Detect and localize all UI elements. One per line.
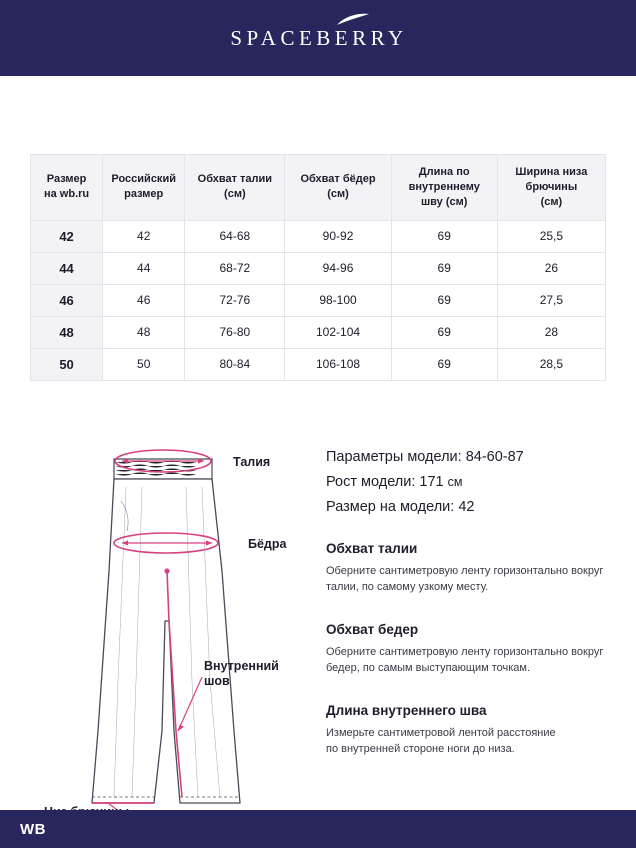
brand-logo bbox=[228, 26, 407, 51]
table-cell: 69 bbox=[391, 252, 497, 284]
table-cell: 25,5 bbox=[497, 220, 605, 252]
table-cell: 64-68 bbox=[185, 220, 285, 252]
table-row bbox=[31, 284, 606, 316]
table-cell: 42 bbox=[103, 220, 185, 252]
table-cell: 106-108 bbox=[285, 348, 391, 380]
table-cell: 46 bbox=[103, 284, 185, 316]
guide-text: Оберните сантиметровую ленту горизонтально вокруг талии, по самому узкому месту. bbox=[326, 564, 604, 594]
model-params: Параметры модели: 84-60-87 bbox=[326, 448, 524, 465]
size-table bbox=[30, 154, 606, 381]
table-cell: 69 bbox=[391, 348, 497, 380]
model-height bbox=[326, 474, 610, 490]
table-cell: 69 bbox=[391, 284, 497, 316]
guide-title: Обхват бедер bbox=[326, 621, 419, 637]
label-inseam: Внутренний шов bbox=[204, 658, 279, 688]
table-cell: 94-96 bbox=[285, 252, 391, 284]
table-cell: 76-80 bbox=[185, 316, 285, 348]
model-height-unit: см bbox=[447, 474, 463, 489]
table-cell: 98-100 bbox=[285, 284, 391, 316]
guide-block-hips bbox=[326, 622, 610, 677]
table-cell: 90-92 bbox=[285, 220, 391, 252]
table-cell-size-wb: 48 bbox=[31, 316, 103, 348]
table-row bbox=[31, 220, 606, 252]
page-footer bbox=[0, 810, 636, 848]
table-row bbox=[31, 252, 606, 284]
swoosh-icon bbox=[336, 13, 370, 27]
table-row bbox=[31, 348, 606, 380]
table-cell: 69 bbox=[391, 220, 497, 252]
table-cell: 28 bbox=[497, 316, 605, 348]
table-cell: 69 bbox=[391, 316, 497, 348]
guide-block-inseam bbox=[326, 703, 610, 758]
table-header-cell: Длина по внутреннему шву (см) bbox=[391, 155, 497, 221]
table-cell: 102-104 bbox=[285, 316, 391, 348]
trousers-diagram bbox=[26, 431, 316, 831]
table-cell: 50 bbox=[103, 348, 185, 380]
table-cell: 80-84 bbox=[185, 348, 285, 380]
table-header-cell: Размер на wb.ru bbox=[31, 155, 103, 221]
table-cell: 72-76 bbox=[185, 284, 285, 316]
model-size: Размер на модели: 42 bbox=[326, 498, 475, 515]
size-table-container bbox=[30, 154, 606, 381]
guide-title: Длина внутреннего шва bbox=[326, 702, 487, 718]
table-header-cell: Ширина низа брючины (см) bbox=[497, 155, 605, 221]
table-header-cell: Российский размер bbox=[103, 155, 185, 221]
guide-block-waist bbox=[326, 541, 610, 596]
wb-logo: WB bbox=[20, 820, 46, 838]
label-waist: Талия bbox=[233, 454, 271, 469]
table-cell: 26 bbox=[497, 252, 605, 284]
table-cell-size-wb: 46 bbox=[31, 284, 103, 316]
guide-text: Оберните сантиметровую ленту горизонтально вокруг бедер, по самым выступающим точкам. bbox=[326, 645, 604, 675]
page-header bbox=[0, 0, 636, 76]
table-cell-size-wb: 50 bbox=[31, 348, 103, 380]
table-header-cell: Обхват талии (см) bbox=[185, 155, 285, 221]
table-header-row bbox=[31, 155, 606, 221]
table-cell: 68-72 bbox=[185, 252, 285, 284]
table-cell-size-wb: 44 bbox=[31, 252, 103, 284]
brand-name: SPACEBERRY bbox=[230, 25, 408, 50]
trousers-illustration bbox=[26, 431, 316, 831]
table-cell: 48 bbox=[103, 316, 185, 348]
measurement-info bbox=[316, 431, 610, 831]
table-header-cell: Обхват бёдер (см) bbox=[285, 155, 391, 221]
table-cell: 28,5 bbox=[497, 348, 605, 380]
measurement-guide-section bbox=[0, 431, 636, 831]
guide-text: Измерьте сантиметровой лентой расстояние по внутренней стороне ноги до низа. bbox=[326, 726, 556, 756]
table-cell-size-wb: 42 bbox=[31, 220, 103, 252]
table-cell: 27,5 bbox=[497, 284, 605, 316]
model-height-value: Рост модели: 171 bbox=[326, 473, 444, 490]
guide-title: Обхват талии bbox=[326, 540, 418, 556]
table-row bbox=[31, 316, 606, 348]
label-hips: Бёдра bbox=[248, 536, 287, 551]
table-cell: 44 bbox=[103, 252, 185, 284]
